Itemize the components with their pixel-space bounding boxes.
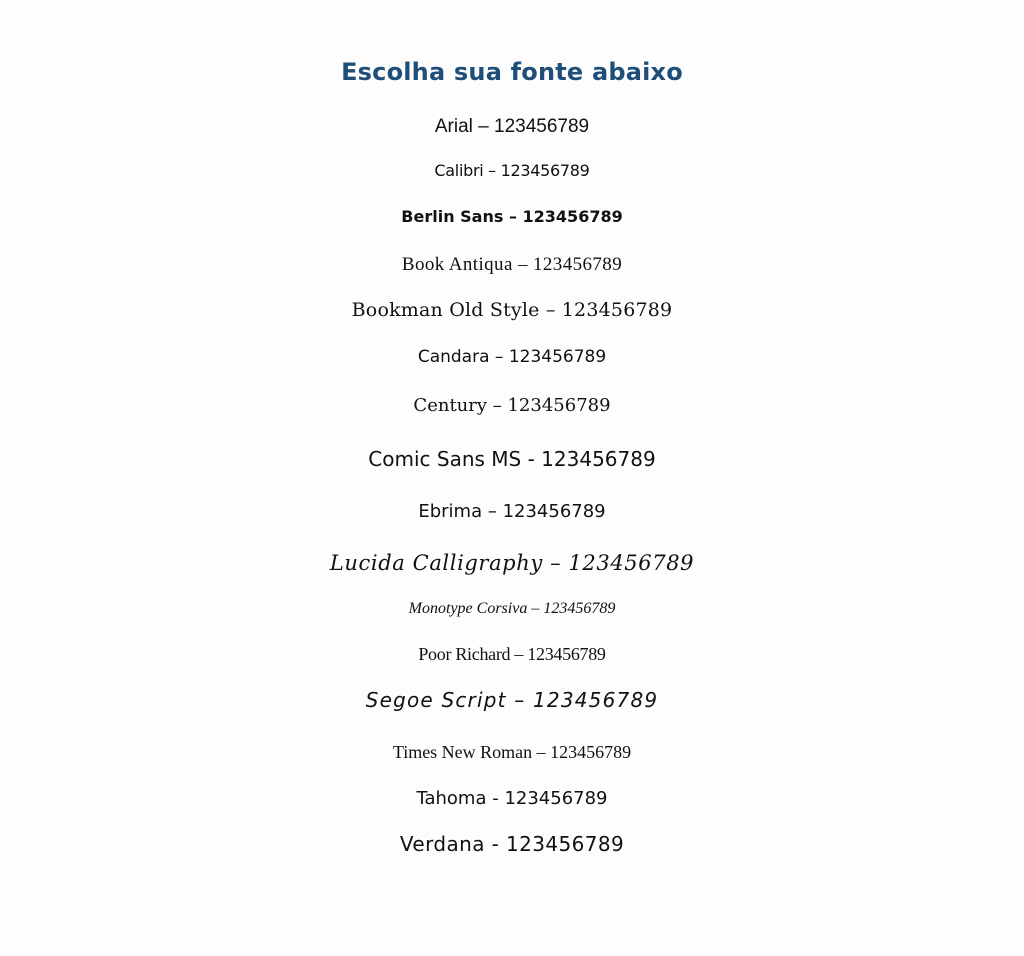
font-sample-berlin-sans: Berlin Sans – 123456789 bbox=[401, 207, 623, 226]
font-sample-book-antiqua: Book Antiqua – 123456789 bbox=[401, 254, 623, 275]
font-sample-comic-sans: Comic Sans MS - 123456789 bbox=[368, 447, 656, 471]
font-sample-monotype-corsiva: Monotype Corsiva – 123456789 bbox=[408, 600, 616, 617]
page-title: Escolha sua fonte abaixo bbox=[341, 58, 683, 86]
font-sample-segoe-script: Segoe Script – 123456789 bbox=[365, 688, 659, 712]
font-sample-verdana: Verdana - 123456789 bbox=[399, 832, 625, 856]
font-sample-candara: Candara – 123456789 bbox=[417, 347, 607, 367]
font-sample-arial: Arial – 123456789 bbox=[434, 116, 590, 137]
font-sample-calibri: Calibri – 123456789 bbox=[434, 161, 590, 180]
font-sample-times-new-roman: Times New Roman – 123456789 bbox=[392, 742, 632, 762]
font-sample-bookman-old-style: Bookman Old Style – 123456789 bbox=[351, 299, 673, 321]
font-sample-lucida-calligraphy: Lucida Calligraphy – 123456789 bbox=[329, 551, 695, 575]
font-sample-ebrima: Ebrima – 123456789 bbox=[418, 501, 606, 522]
font-sample-poor-richard: Poor Richard – 123456789 bbox=[418, 644, 606, 664]
font-sample-tahoma: Tahoma - 123456789 bbox=[416, 788, 608, 809]
font-sample-century: Century – 123456789 bbox=[413, 395, 611, 416]
